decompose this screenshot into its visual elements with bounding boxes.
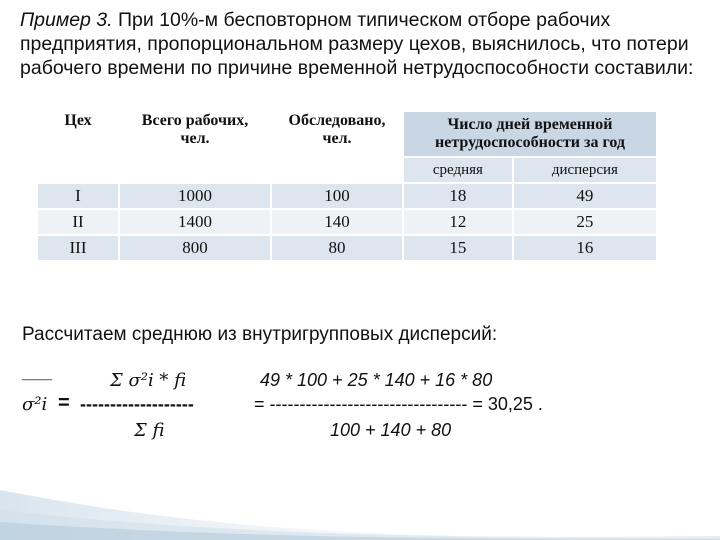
table-row	[38, 184, 656, 208]
table-row	[38, 210, 656, 234]
table-row	[38, 236, 656, 260]
example-label: Пример 3.	[20, 9, 113, 31]
fraction-line-left: -------------------	[80, 394, 194, 414]
cell-total: 800	[120, 236, 270, 260]
formula-numerator-values: 49 * 100 + 25 * 140 + 16 * 80	[260, 370, 493, 390]
formula-denominator-values: 100 + 140 + 80	[330, 420, 452, 440]
decorative-waves	[0, 450, 720, 540]
header-total: Всего рабочих, чел.	[120, 112, 270, 182]
formula-sigma-mean: σ²i	[22, 394, 48, 415]
header-surveyed: Обследовано, чел.	[272, 112, 402, 182]
workers-table	[36, 110, 658, 262]
formula-equals: =	[58, 392, 70, 414]
header-days: Число дней временной нетрудоспособности за год	[404, 112, 656, 156]
cell-surveyed: 140	[272, 210, 402, 234]
header-variance: дисперсия	[514, 158, 656, 182]
intro-paragraph	[20, 8, 710, 80]
cell-surveyed: 100	[272, 184, 402, 208]
cell-shop: I	[38, 184, 118, 208]
header-shop: Цех	[38, 112, 118, 182]
cell-surveyed: 80	[272, 236, 402, 260]
overline: ___	[22, 362, 53, 382]
formula-denominator: Σ fi	[134, 420, 165, 441]
header-average: средняя	[404, 158, 512, 182]
cell-average: 15	[404, 236, 512, 260]
cell-average: 18	[404, 184, 512, 208]
cell-shop: II	[38, 210, 118, 234]
cell-shop: III	[38, 236, 118, 260]
cell-variance: 25	[514, 210, 656, 234]
cell-total: 1400	[120, 210, 270, 234]
variance-formula	[22, 362, 712, 448]
cell-variance: 16	[514, 236, 656, 260]
cell-total: 1000	[120, 184, 270, 208]
cell-average: 12	[404, 210, 512, 234]
calc-title: Рассчитаем среднюю из внутригрупповых дисперсий:	[22, 324, 498, 345]
formula-numerator: Σ σ²i * fi	[110, 370, 187, 391]
cell-variance: 49	[514, 184, 656, 208]
example-text: При 10%-м бесповторном типическом отборе рабочих предприятия, пропорциональном размеру цехов, выяснилось, что потери рабочего времени по причине временной нетрудоспособности составили:	[20, 9, 694, 79]
fraction-line-right: = --------------------------------- = 30,25 .	[254, 394, 543, 414]
